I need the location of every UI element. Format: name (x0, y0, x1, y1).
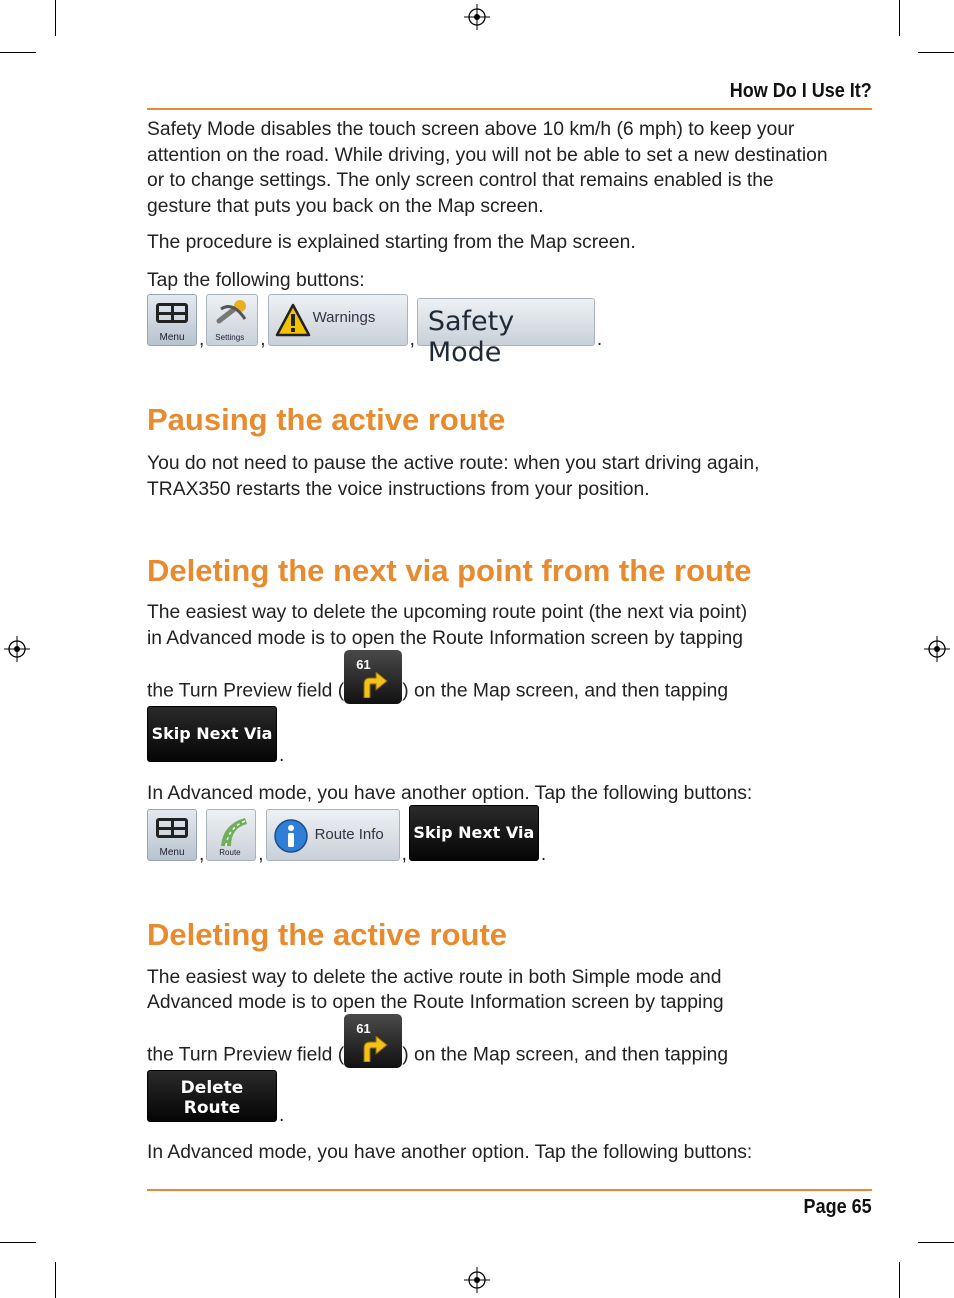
deleting-via-advanced: In Advanced mode, you have another option. Tap the following buttons: (147, 783, 753, 804)
delete-route-row (147, 1070, 286, 1126)
safety-mode-text: Safety Mode disables the touch screen above 10 km/h (6 mph) to keep your attention on the road. While driving, you will not be able to set a new destination or to change settings. The only screen control that remains enabled is the gesture that puts you back on the Map screen. (147, 119, 828, 217)
turn-preview-text-a: the Turn Preview field ( (147, 680, 345, 702)
comma: , (199, 844, 205, 865)
turn-preview-text-b: ) on the Map screen, and then tapping (402, 680, 729, 702)
route-info-button[interactable] (266, 809, 400, 861)
turn-preview-field[interactable] (344, 650, 402, 704)
running-header: How Do I Use It? (729, 80, 872, 102)
comma: , (409, 329, 415, 350)
menu-button-label: Menu (159, 847, 185, 858)
trim-mark (0, 1242, 36, 1243)
route-button-label: Route (219, 848, 241, 857)
warnings-button-label: Warnings (312, 309, 376, 326)
safety-mode-button[interactable] (417, 298, 595, 368)
trim-mark (918, 1242, 954, 1243)
deleting-route-heading: Deleting the active route (147, 917, 508, 952)
route-road-icon (217, 814, 249, 846)
menu-button-label: Menu (159, 332, 185, 343)
route-info-button-label: Route Info (314, 826, 384, 843)
period: . (540, 844, 547, 865)
comma: , (401, 844, 407, 865)
deleting-via-line-1: The easiest way to delete the upcoming route point (the next via point) (147, 602, 748, 623)
deleting-route-line-2: Advanced mode is to open the Route Information screen by tapping (147, 992, 724, 1013)
pausing-heading: Pausing the active route (147, 402, 506, 437)
turn-preview-text-a: the Turn Preview field ( (147, 1044, 345, 1066)
trim-mark (55, 0, 56, 36)
turn-distance: 61 (356, 657, 371, 672)
menu-button[interactable] (147, 294, 197, 346)
page-number: Page 65 (803, 1196, 872, 1218)
turn-right-arrow-icon (360, 672, 388, 698)
info-icon (273, 818, 309, 854)
deleting-route-advanced: In Advanced mode, you have another option. Tap the following buttons: (147, 1142, 753, 1163)
skip-next-via-row (147, 706, 286, 766)
turn-right-arrow-icon (360, 1036, 388, 1062)
header-rule (147, 108, 872, 110)
via-button-sequence (147, 805, 548, 865)
turn-distance: 61 (356, 1021, 371, 1036)
deleting-via-line-3 (147, 650, 847, 704)
safety-mode-paragraph (147, 117, 837, 219)
comma: , (260, 329, 266, 350)
pausing-paragraph: You do not need to pause the active route: when you start driving again, TRAX350 restarts the voice instructions from your position. (147, 453, 760, 500)
trim-mark (918, 52, 954, 53)
deleting-via-line-2: in Advanced mode is to open the Route Information screen by tapping (147, 628, 743, 649)
delete-route-label-1: Delete (180, 1078, 244, 1098)
menu-grid-icon (156, 303, 188, 323)
delete-route-label-2: Route (183, 1098, 241, 1118)
deleting-via-heading: Deleting the next via point from the route (147, 553, 752, 588)
comma: , (199, 329, 205, 350)
footer-rule (147, 1189, 872, 1191)
skip-next-via-button[interactable] (409, 805, 539, 861)
comma: , (258, 844, 264, 865)
deleting-route-line-1: The easiest way to delete the active route in both Simple mode and (147, 967, 722, 988)
settings-button-label: Settings (215, 333, 245, 342)
period: . (279, 745, 285, 766)
skip-next-via-button[interactable] (147, 706, 277, 762)
period: . (279, 1105, 285, 1126)
period: . (596, 329, 603, 350)
registration-mark-icon (464, 4, 490, 30)
route-button[interactable] (206, 809, 256, 861)
menu-grid-icon (156, 818, 188, 838)
registration-mark-icon (4, 636, 30, 662)
delete-route-button[interactable] (147, 1070, 277, 1122)
menu-button[interactable] (147, 809, 197, 861)
registration-mark-icon (464, 1267, 490, 1293)
turn-preview-text-b: ) on the Map screen, and then tapping (402, 1044, 729, 1066)
settings-button[interactable] (206, 294, 258, 346)
safety-mode-button-label: Safety Mode (427, 306, 515, 368)
turn-preview-field[interactable] (344, 1014, 402, 1068)
trim-mark (899, 1262, 900, 1298)
settings-tools-icon (215, 299, 251, 329)
trim-mark (0, 52, 36, 53)
tap-buttons-text: Tap the following buttons: (147, 270, 365, 291)
deleting-route-line-3 (147, 1014, 847, 1068)
trim-mark (899, 0, 900, 36)
warnings-button[interactable] (268, 294, 408, 346)
procedure-text: The procedure is explained starting from the Map screen. (147, 232, 636, 253)
skip-next-via-label: Skip Next Via (151, 724, 273, 743)
skip-next-via-label: Skip Next Via (413, 823, 535, 842)
registration-mark-icon (924, 636, 950, 662)
trim-mark (55, 1262, 56, 1298)
warning-triangle-icon (275, 303, 311, 337)
safety-button-sequence (147, 294, 604, 368)
